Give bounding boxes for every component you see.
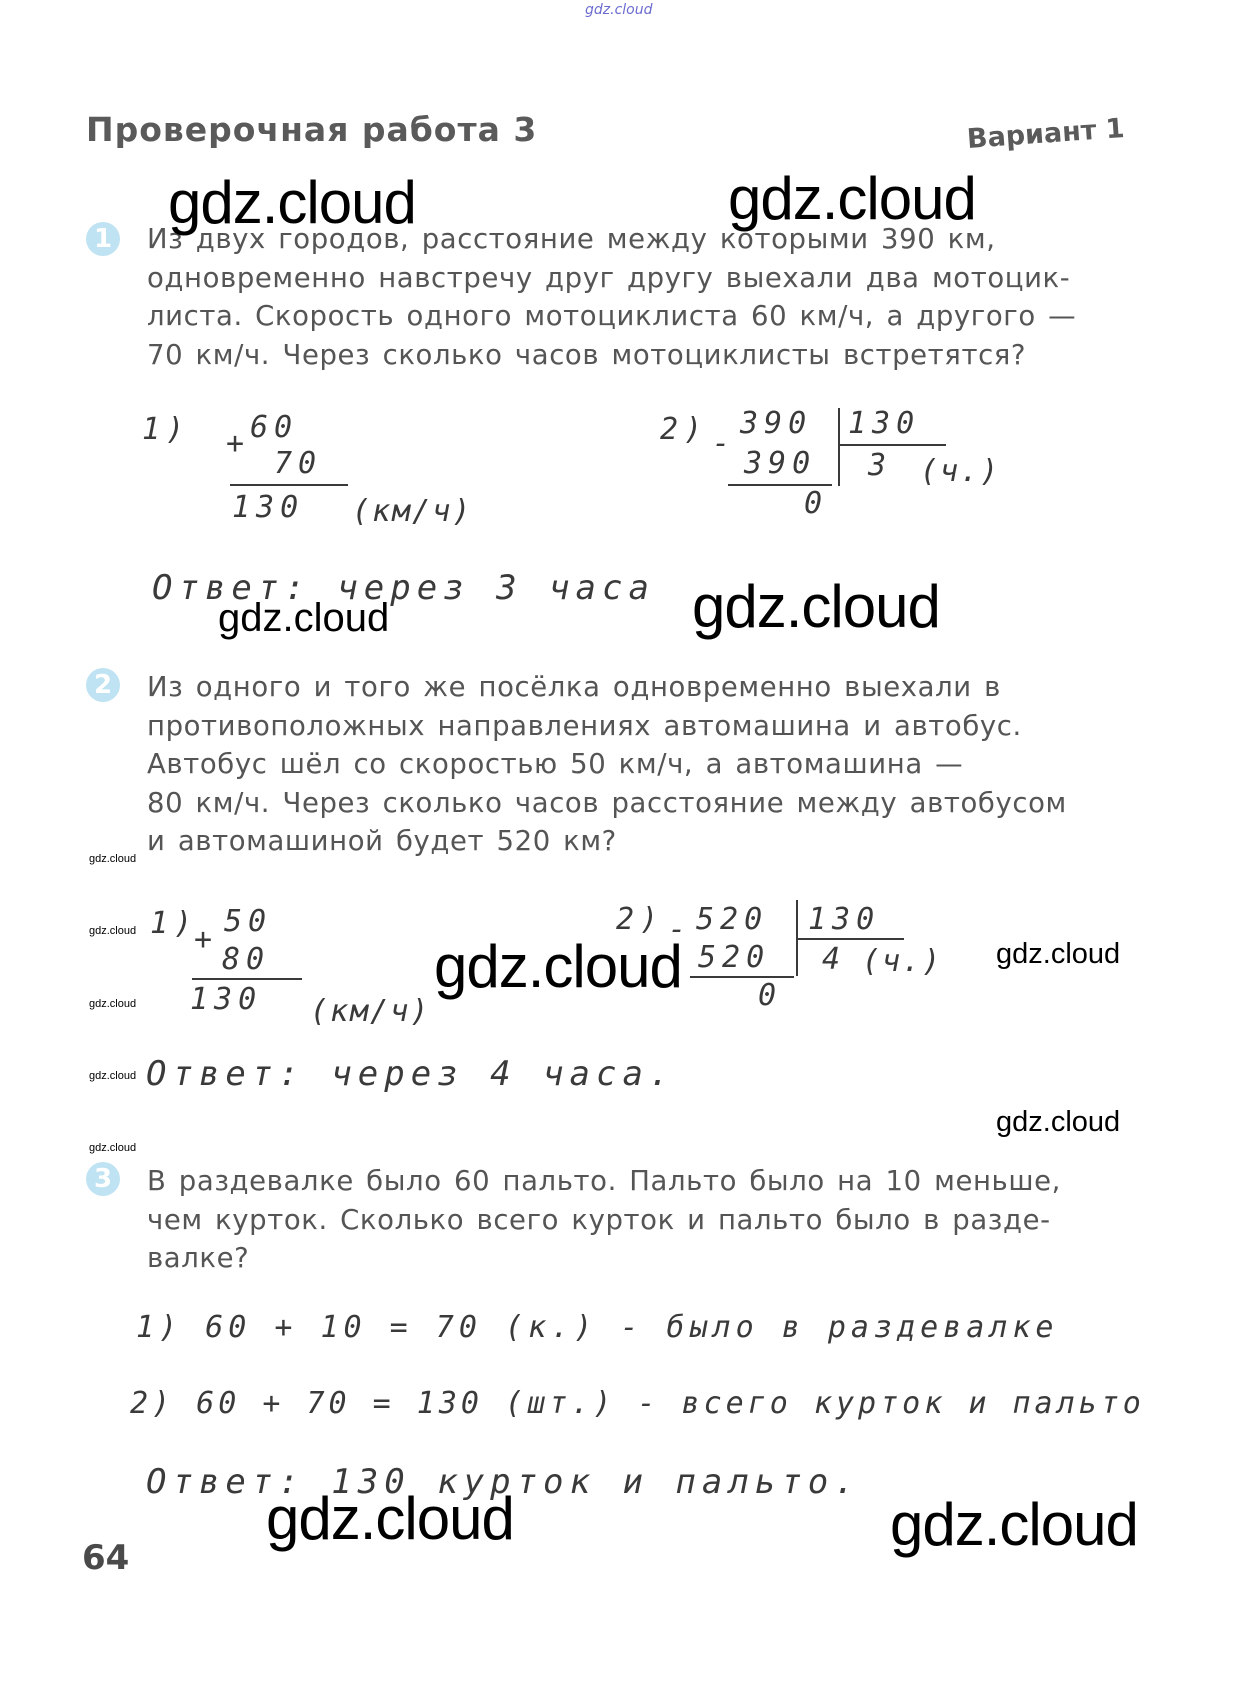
task-1-step1-label: 1): [142, 412, 191, 447]
task-1-line: листа. Скорость одного мотоциклиста 60 км/ч, а другого —: [147, 300, 1077, 332]
task-2-line: противоположных направлениях автомашина и автобус.: [147, 709, 1022, 742]
task-2-line: 80 км/ч. Через сколько часов расстояние между автобусом: [147, 786, 1067, 819]
task-2-line: Автобус шёл со скоростью 50 км/ч, а автомашина —: [147, 748, 964, 780]
task-2-step1-label: 1): [150, 906, 199, 941]
task-3-line: валке?: [147, 1242, 250, 1274]
task-1-step1-addend-a: 60: [250, 410, 299, 445]
task-2-answer: Ответ: через 4 часа.: [146, 1054, 676, 1094]
task-2-step2-quotient: 4: [822, 942, 847, 977]
task-3-step1: 1) 60 + 10 = 70 (к.) - было в раздевалке: [136, 1310, 1059, 1345]
task-2-line: и автомашиной будет 520 км?: [147, 825, 617, 857]
task-1-number-badge: 1: [86, 222, 120, 256]
top-watermark: gdz.cloud: [585, 2, 653, 18]
variant-label: Вариант 1: [966, 112, 1126, 155]
task-2-step1-unit: (км/ч): [310, 994, 431, 1029]
page-number: 64: [82, 1538, 130, 1578]
task-3-answer: Ответ: 130 курток и пальто.: [146, 1462, 861, 1502]
task-2-step1-addend-b: 80: [222, 942, 271, 977]
task-1-step1-addend-b: 70: [274, 446, 323, 481]
task-3-line: чем курток. Сколько всего курток и пальто было в разде-: [147, 1203, 1051, 1236]
watermark: gdz.cloud: [218, 596, 390, 640]
task-1-answer: Ответ: через 3 часа: [152, 568, 655, 608]
task-1-step2-dividend: 390: [740, 406, 813, 441]
watermark: gdz.cloud: [168, 169, 416, 236]
task-1-step1-unit: (км/ч): [352, 494, 473, 529]
task-2-line: Из одного и того же посёлка одновременно выехали в: [147, 671, 1001, 703]
task-1-step2-divisor-line: [840, 444, 946, 446]
task-2-step1-sum-line: [192, 978, 302, 980]
watermark-tiny: gdz.cloud: [89, 853, 137, 865]
task-1-step1-sum-line: [230, 484, 348, 486]
task-1-step2-minus-sign: -: [712, 426, 737, 461]
task-2-step1-sum: 130: [190, 982, 263, 1017]
task-1-step1-plus-sign: +: [226, 426, 251, 461]
task-3-step2: 2) 60 + 70 = 130 (шт.) - всего курток и пальто: [130, 1386, 1145, 1421]
watermark-tiny: gdz.cloud: [89, 1070, 137, 1082]
task-2-step2-label: 2): [616, 902, 665, 937]
task-2-step1-addend-a: 50: [224, 904, 273, 939]
task-2-number-badge: 2: [86, 668, 120, 702]
task-1-step2-quotient: 3: [868, 448, 893, 483]
task-2-text: [147, 668, 1155, 861]
watermark: gdz.cloud: [434, 933, 682, 1000]
task-1-step2-remainder: 0: [804, 486, 829, 521]
task-2-step2-minus-sign: -: [668, 912, 693, 947]
task-1-step2-subtrahend: 390: [744, 446, 817, 481]
task-1-step2-divisor: 130: [848, 406, 921, 441]
task-3-line: В раздевалке было 60 пальто. Пальто было на 10 меньше,: [147, 1165, 1061, 1197]
task-2-step2-subtrahend: 520: [698, 940, 771, 975]
task-1-step2-unit: (ч.): [920, 454, 1001, 489]
watermark: gdz.cloud: [890, 1491, 1138, 1558]
task-1-step1-sum: 130: [232, 490, 305, 525]
task-2-step2-divisor: 130: [808, 902, 881, 937]
watermark: gdz.cloud: [266, 1485, 514, 1552]
watermark: gdz.cloud: [692, 573, 940, 640]
task-2-step2-dividend: 520: [696, 902, 769, 937]
task-1-line: Из двух городов, расстояние между которыми 390 км,: [147, 223, 996, 255]
task-2-step2-divisor-line: [798, 938, 904, 940]
watermark-tiny: gdz.cloud: [89, 998, 137, 1010]
watermark-tiny: gdz.cloud: [89, 925, 137, 937]
task-1-step2-division-bar: [838, 408, 840, 486]
task-1-line: одновременно навстречу друг другу выехали два мотоцик-: [147, 261, 1071, 294]
task-1-step2-label: 2): [660, 412, 709, 447]
task-1-text: [147, 220, 1155, 374]
watermark: gdz.cloud: [728, 165, 976, 232]
task-2-step2-unit: (ч.): [862, 944, 943, 979]
watermark: gdz.cloud: [996, 1106, 1121, 1138]
page-title: Проверочная работа 3: [86, 110, 538, 149]
task-3-text: [147, 1162, 1155, 1278]
task-2-step2-remainder: 0: [758, 978, 783, 1013]
task-3-number-badge: 3: [86, 1162, 120, 1196]
task-2-step1-plus-sign: +: [194, 922, 219, 957]
watermark-tiny: gdz.cloud: [89, 1142, 137, 1154]
task-1-line: 70 км/ч. Через сколько часов мотоциклисты встретятся?: [147, 338, 1027, 371]
watermark: gdz.cloud: [996, 938, 1121, 970]
